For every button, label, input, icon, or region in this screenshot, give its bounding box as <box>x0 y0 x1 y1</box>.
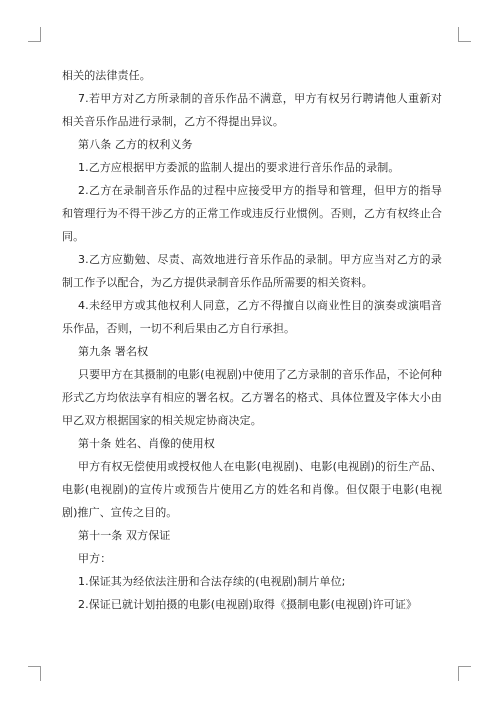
crop-mark-bottom-left <box>28 666 41 681</box>
heading-article-11: 第十一条 双方保证 <box>78 529 171 542</box>
paragraph-article-8-item-1: 1.乙方应根据甲方委派的监制人提出的要求进行音乐作品的录制。 <box>78 161 400 174</box>
paragraph-article-11-item-1: 1.保证其为经依法注册和合法存续的(电视剧)制片单位; <box>78 575 346 588</box>
paragraph-article-8-item-2: 2.乙方在录制音乐作品的过程中应接受甲方的指导和管理，但甲方的指导和管理行为不得干涉乙方的正常工作或违反行业惯例。否则，乙方有权终止合同。 <box>62 184 442 243</box>
document-body <box>62 64 442 616</box>
paragraph-party-a-label: 甲方： <box>78 552 112 565</box>
paragraph-article-11-item-2: 2.保证已就计划拍摄的电影(电视剧)取得《摄制电影(电视剧)许可证》 <box>78 598 418 611</box>
paragraph-item-7: 7.若甲方对乙方所录制的音乐作品不满意，甲方有权另行聘请他人重新对相关音乐作品进行录制，乙方不得提出异议。 <box>62 92 442 128</box>
paragraph-liability-end: 相关的法律责任。 <box>62 69 151 82</box>
paragraph-article-9: 只要甲方在其摄制的电影(电视剧)中使用了乙方录制的音乐作品，不论何种形式乙方均依法享有相应的署名权。乙方署名的格式、具体位置及字体大小由甲乙双方根据国家的相关规定协商决定。 <box>62 368 442 427</box>
paragraph-article-10: 甲方有权无偿使用或授权他人在电影(电视剧)、电影(电视剧)的衍生产品、电影(电视剧)的宣传片或预告片使用乙方的姓名和肖像。但仅限于电影(电视剧)推广、宣传之目的。 <box>62 460 442 519</box>
paragraph-article-8-item-4: 4.未经甲方或其他权利人同意，乙方不得擅自以商业性目的演奏或演唱音乐作品，否则，一切不利后果由乙方自行承担。 <box>62 299 442 335</box>
paragraph-article-8-item-3: 3.乙方应勤勉、尽责、高效地进行音乐作品的录制。甲方应当对乙方的录制工作予以配合，为乙方提供录制音乐作品所需要的相关资料。 <box>62 253 442 289</box>
crop-mark-top-left <box>28 27 41 42</box>
heading-article-8: 第八条 乙方的权利义务 <box>78 138 193 151</box>
crop-mark-bottom-right <box>458 666 471 681</box>
crop-mark-top-right <box>458 27 471 42</box>
heading-article-10: 第十条 姓名、肖像的使用权 <box>78 437 215 450</box>
heading-article-9: 第九条 署名权 <box>78 345 149 358</box>
